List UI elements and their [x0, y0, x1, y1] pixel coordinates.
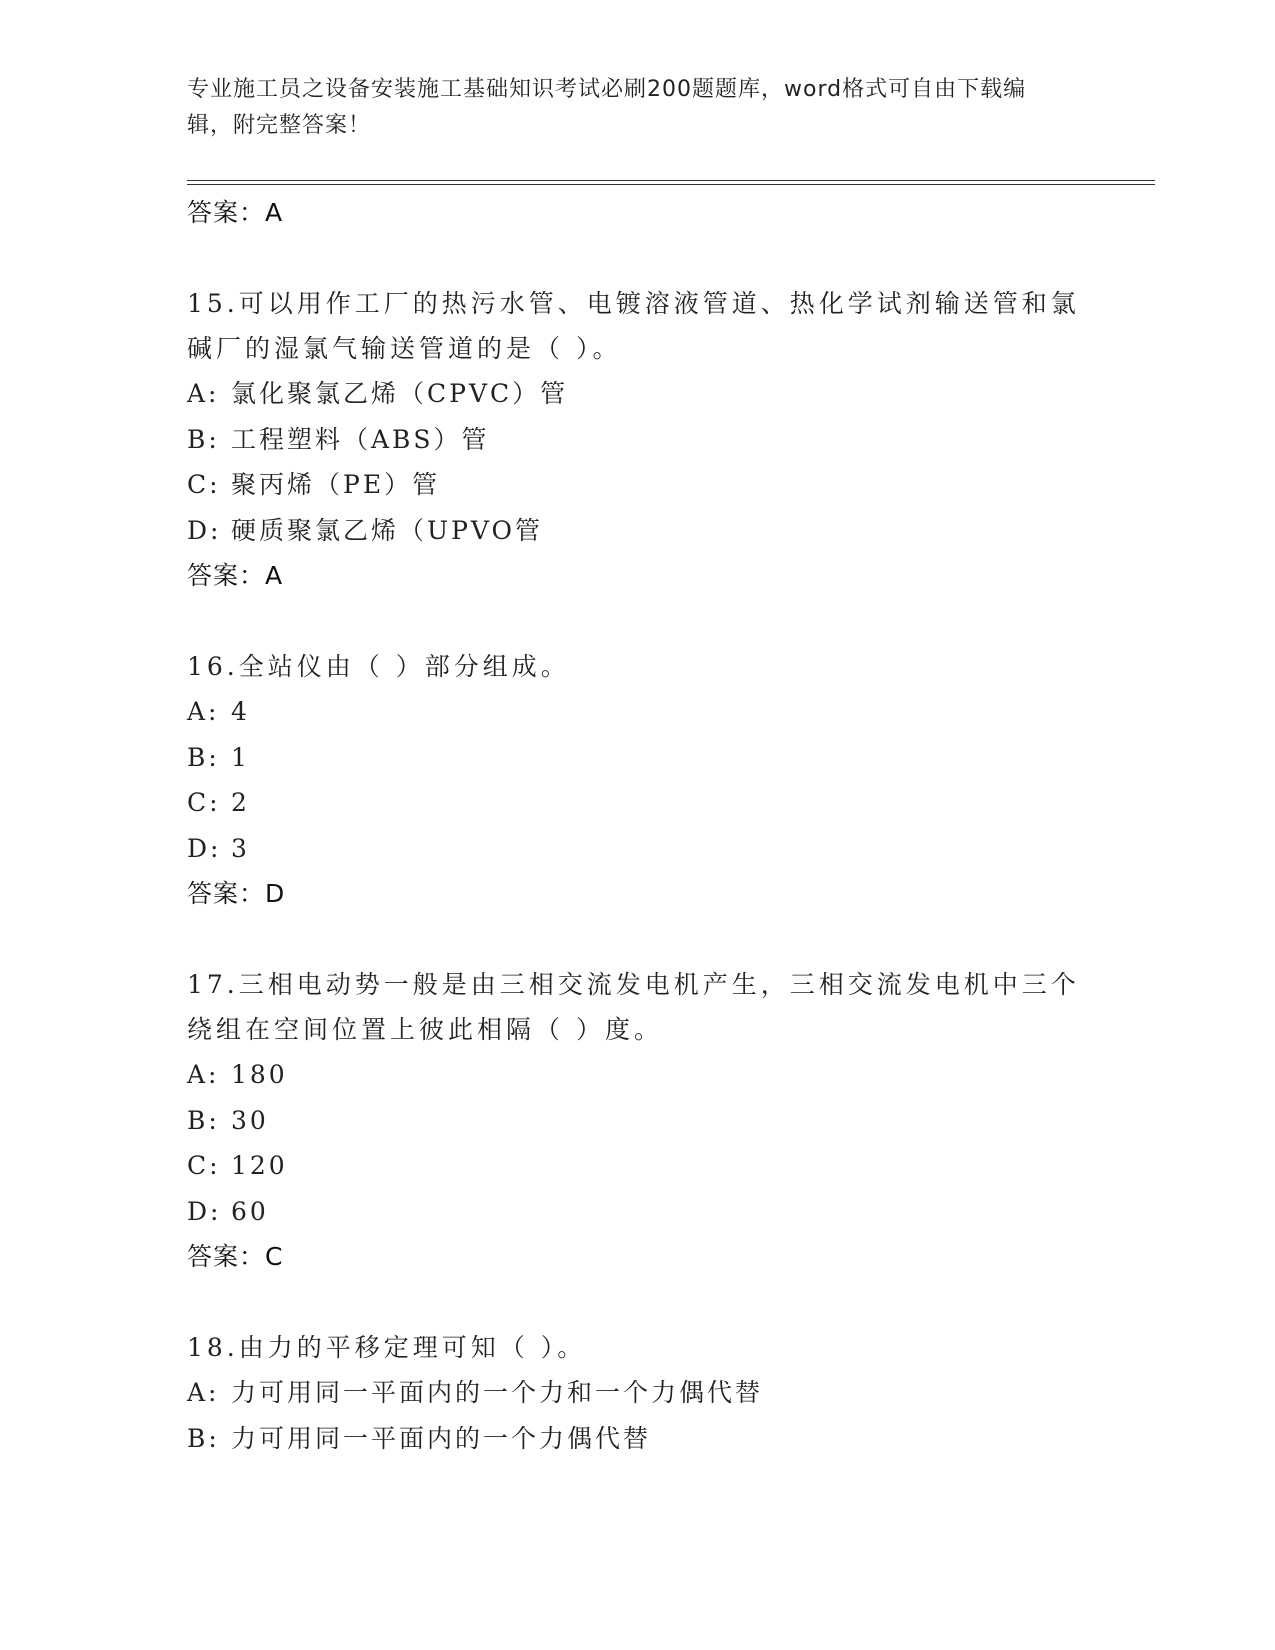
option-c	[187, 462, 1087, 508]
option-text: 60	[231, 1196, 269, 1226]
option-key: D:	[187, 515, 222, 545]
option-key: B:	[187, 424, 220, 454]
option-text: 30	[231, 1105, 269, 1135]
option-key: A:	[187, 1060, 220, 1089]
option-text: 力可用同一平面内的一个力偶代替	[231, 1423, 652, 1453]
question-list	[187, 190, 1087, 1461]
option-key: A:	[187, 379, 220, 408]
question-stem: 17.三相电动势一般是由三相交流发电机产生，三相交流发电机中三个绕组在空间位置上彼此相隔（ ）度。	[187, 970, 1080, 1044]
question-18	[187, 1325, 1087, 1461]
option-a	[187, 689, 1087, 735]
answer-line: 答案：C	[187, 1242, 284, 1271]
option-d	[187, 826, 1087, 872]
answer-line: 答案：A	[187, 561, 284, 590]
option-text: 120	[231, 1151, 288, 1180]
question-stem: 16.全站仪由（ ）部分组成。	[187, 652, 570, 681]
question-17	[187, 962, 1087, 1280]
question-15	[187, 281, 1087, 599]
question-stem: 15.可以用作工厂的热污水管、电镀溶液管道、热化学试剂输送管和氯碱厂的湿氯气输送管道的是（ ）。	[187, 289, 1080, 363]
option-d	[187, 508, 1087, 554]
question-16	[187, 644, 1087, 917]
option-a	[187, 1370, 1087, 1416]
header-divider-double	[187, 184, 1155, 185]
option-text: 1	[231, 742, 250, 772]
option-text: 硬质聚氯乙烯（UPVO管	[231, 515, 544, 545]
option-key: B:	[187, 1423, 220, 1453]
answer-line: 答案：D	[187, 879, 286, 908]
option-key: C:	[187, 1151, 221, 1180]
option-d	[187, 1189, 1087, 1235]
option-key: C:	[187, 470, 221, 499]
answer-line: 答案：A	[187, 198, 284, 227]
option-c	[187, 780, 1087, 826]
option-c	[187, 1143, 1087, 1189]
option-b	[187, 417, 1087, 463]
option-key: B:	[187, 742, 220, 772]
option-key: D:	[187, 833, 222, 863]
option-a	[187, 1052, 1087, 1098]
option-b	[187, 1416, 1087, 1462]
option-text: 工程塑料（ABS）管	[231, 424, 490, 454]
option-text: 氯化聚氯乙烯（CPVC）管	[231, 379, 569, 408]
option-text: 180	[231, 1060, 288, 1089]
page-header: 专业施工员之设备安装施工基础知识考试必刷200题题库，word格式可自由下载编辑，附完整答案！	[187, 77, 1027, 138]
option-text: 聚丙烯（PE）管	[231, 470, 441, 499]
option-text: 2	[231, 788, 250, 817]
option-key: C:	[187, 788, 221, 817]
header-divider	[187, 180, 1155, 181]
question-stem: 18.由力的平移定理可知（ ）。	[187, 1333, 587, 1362]
option-b	[187, 735, 1087, 781]
option-key: B:	[187, 1105, 220, 1135]
option-text: 3	[231, 833, 250, 863]
option-text: 4	[231, 697, 250, 726]
option-b	[187, 1098, 1087, 1144]
option-a	[187, 371, 1087, 417]
option-key: A:	[187, 697, 220, 726]
option-text: 力可用同一平面内的一个力和一个力偶代替	[231, 1378, 764, 1407]
option-key: D:	[187, 1196, 222, 1226]
option-key: A:	[187, 1378, 220, 1407]
